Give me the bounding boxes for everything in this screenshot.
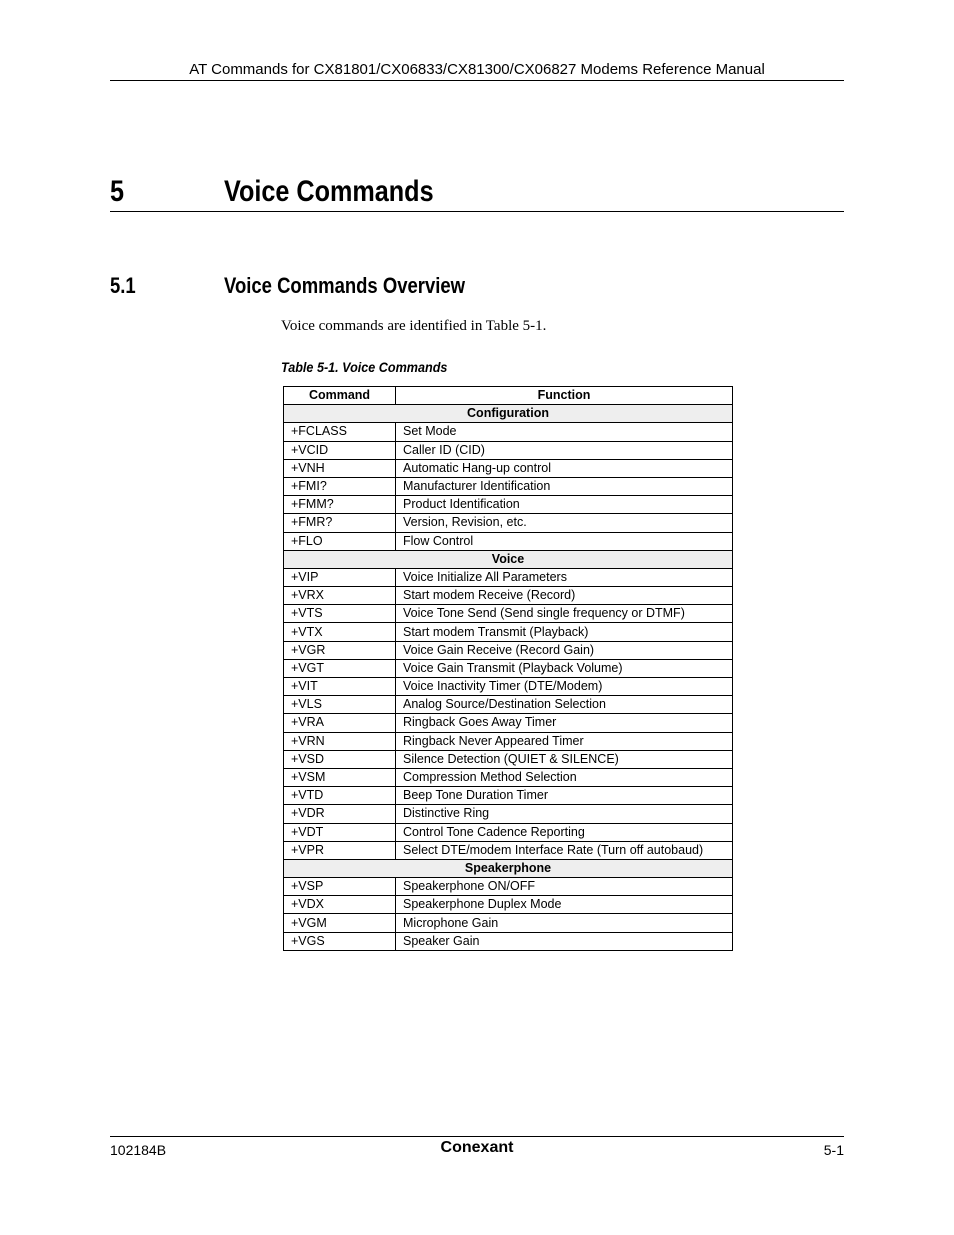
group-row [284,859,733,877]
function-cell: Automatic Hang-up control [396,459,733,477]
chapter-title: Voice Commands [224,175,434,208]
table-row [284,732,733,750]
command-cell: +FMI? [284,477,396,495]
command-cell: +VGS [284,932,396,950]
table-header-row [284,387,733,405]
function-cell: Speaker Gain [396,932,733,950]
table-row [284,841,733,859]
command-cell: +VSM [284,768,396,786]
table-row [284,787,733,805]
function-cell: Start modem Receive (Record) [396,587,733,605]
table-row [284,514,733,532]
function-cell: Microphone Gain [396,914,733,932]
command-cell: +FLO [284,532,396,550]
intro-paragraph: Voice commands are identified in Table 5-1. [281,318,547,334]
table-row [284,587,733,605]
voice-commands-table [283,386,733,951]
function-cell: Select DTE/modem Interface Rate (Turn off autobaud) [396,841,733,859]
group-label: Voice [284,550,733,568]
function-cell: Flow Control [396,532,733,550]
section-title: Voice Commands Overview [224,273,466,298]
function-cell: Control Tone Cadence Reporting [396,823,733,841]
table-row [284,605,733,623]
function-cell: Ringback Goes Away Timer [396,714,733,732]
function-cell: Compression Method Selection [396,768,733,786]
table-row [284,641,733,659]
function-cell: Voice Inactivity Timer (DTE/Modem) [396,678,733,696]
function-cell: Speakerphone ON/OFF [396,878,733,896]
command-cell: +VRX [284,587,396,605]
function-cell: Speakerphone Duplex Mode [396,896,733,914]
table-row [284,441,733,459]
function-cell: Voice Gain Receive (Record Gain) [396,641,733,659]
table-row [284,659,733,677]
command-cell: +FCLASS [284,423,396,441]
function-cell: Beep Tone Duration Timer [396,787,733,805]
function-cell: Manufacturer Identification [396,477,733,495]
function-cell: Voice Tone Send (Send single frequency or DTMF) [396,605,733,623]
footer-rule [110,1136,844,1137]
column-header-function: Function [396,387,733,405]
group-row [284,550,733,568]
group-row [284,405,733,423]
column-header-command: Command [284,387,396,405]
function-cell: Product Identification [396,496,733,514]
command-cell: +VSD [284,750,396,768]
table-row [284,750,733,768]
command-cell: +VTX [284,623,396,641]
table-row [284,914,733,932]
function-cell: Version, Revision, etc. [396,514,733,532]
command-cell: +VTS [284,605,396,623]
command-cell: +VCID [284,441,396,459]
command-cell: +VIP [284,568,396,586]
function-cell: Silence Detection (QUIET & SILENCE) [396,750,733,768]
table-row [284,459,733,477]
footer-page-number: 5-1 [823,1142,844,1158]
function-cell: Voice Gain Transmit (Playback Volume) [396,659,733,677]
command-cell: +VDX [284,896,396,914]
table-row [284,805,733,823]
command-cell: +VDT [284,823,396,841]
running-header: AT Commands for CX81801/CX06833/CX81300/CX06827 Modems Reference Manual [189,61,765,78]
command-cell: +VSP [284,878,396,896]
footer-company: Conexant [440,1139,514,1156]
function-cell: Caller ID (CID) [396,441,733,459]
command-cell: +VRA [284,714,396,732]
table-row [284,568,733,586]
table-row [284,696,733,714]
command-cell: +FMR? [284,514,396,532]
function-cell: Distinctive Ring [396,805,733,823]
table-row [284,768,733,786]
table-row [284,878,733,896]
command-cell: +VNH [284,459,396,477]
function-cell: Ringback Never Appeared Timer [396,732,733,750]
table-row [284,496,733,514]
command-cell: +VRN [284,732,396,750]
command-cell: +VGR [284,641,396,659]
table-row [284,678,733,696]
footer-doc-number: 102184B [110,1142,167,1158]
function-cell: Set Mode [396,423,733,441]
header-rule [110,80,844,81]
table-row [284,477,733,495]
command-cell: +VGT [284,659,396,677]
table-row [284,532,733,550]
command-cell: +VTD [284,787,396,805]
table-row [284,714,733,732]
command-cell: +FMM? [284,496,396,514]
command-cell: +VGM [284,914,396,932]
command-cell: +VLS [284,696,396,714]
chapter-number: 5 [110,175,125,208]
function-cell: Analog Source/Destination Selection [396,696,733,714]
table-caption: Table 5-1. Voice Commands [281,359,448,375]
command-cell: +VDR [284,805,396,823]
group-label: Configuration [284,405,733,423]
section-number: 5.1 [110,273,136,298]
table-row [284,932,733,950]
table-row [284,823,733,841]
group-label: Speakerphone [284,859,733,877]
chapter-rule [110,211,844,212]
table-row [284,423,733,441]
command-cell: +VIT [284,678,396,696]
table-body [284,405,733,951]
table-row [284,623,733,641]
command-cell: +VPR [284,841,396,859]
function-cell: Voice Initialize All Parameters [396,568,733,586]
function-cell: Start modem Transmit (Playback) [396,623,733,641]
table-row [284,896,733,914]
